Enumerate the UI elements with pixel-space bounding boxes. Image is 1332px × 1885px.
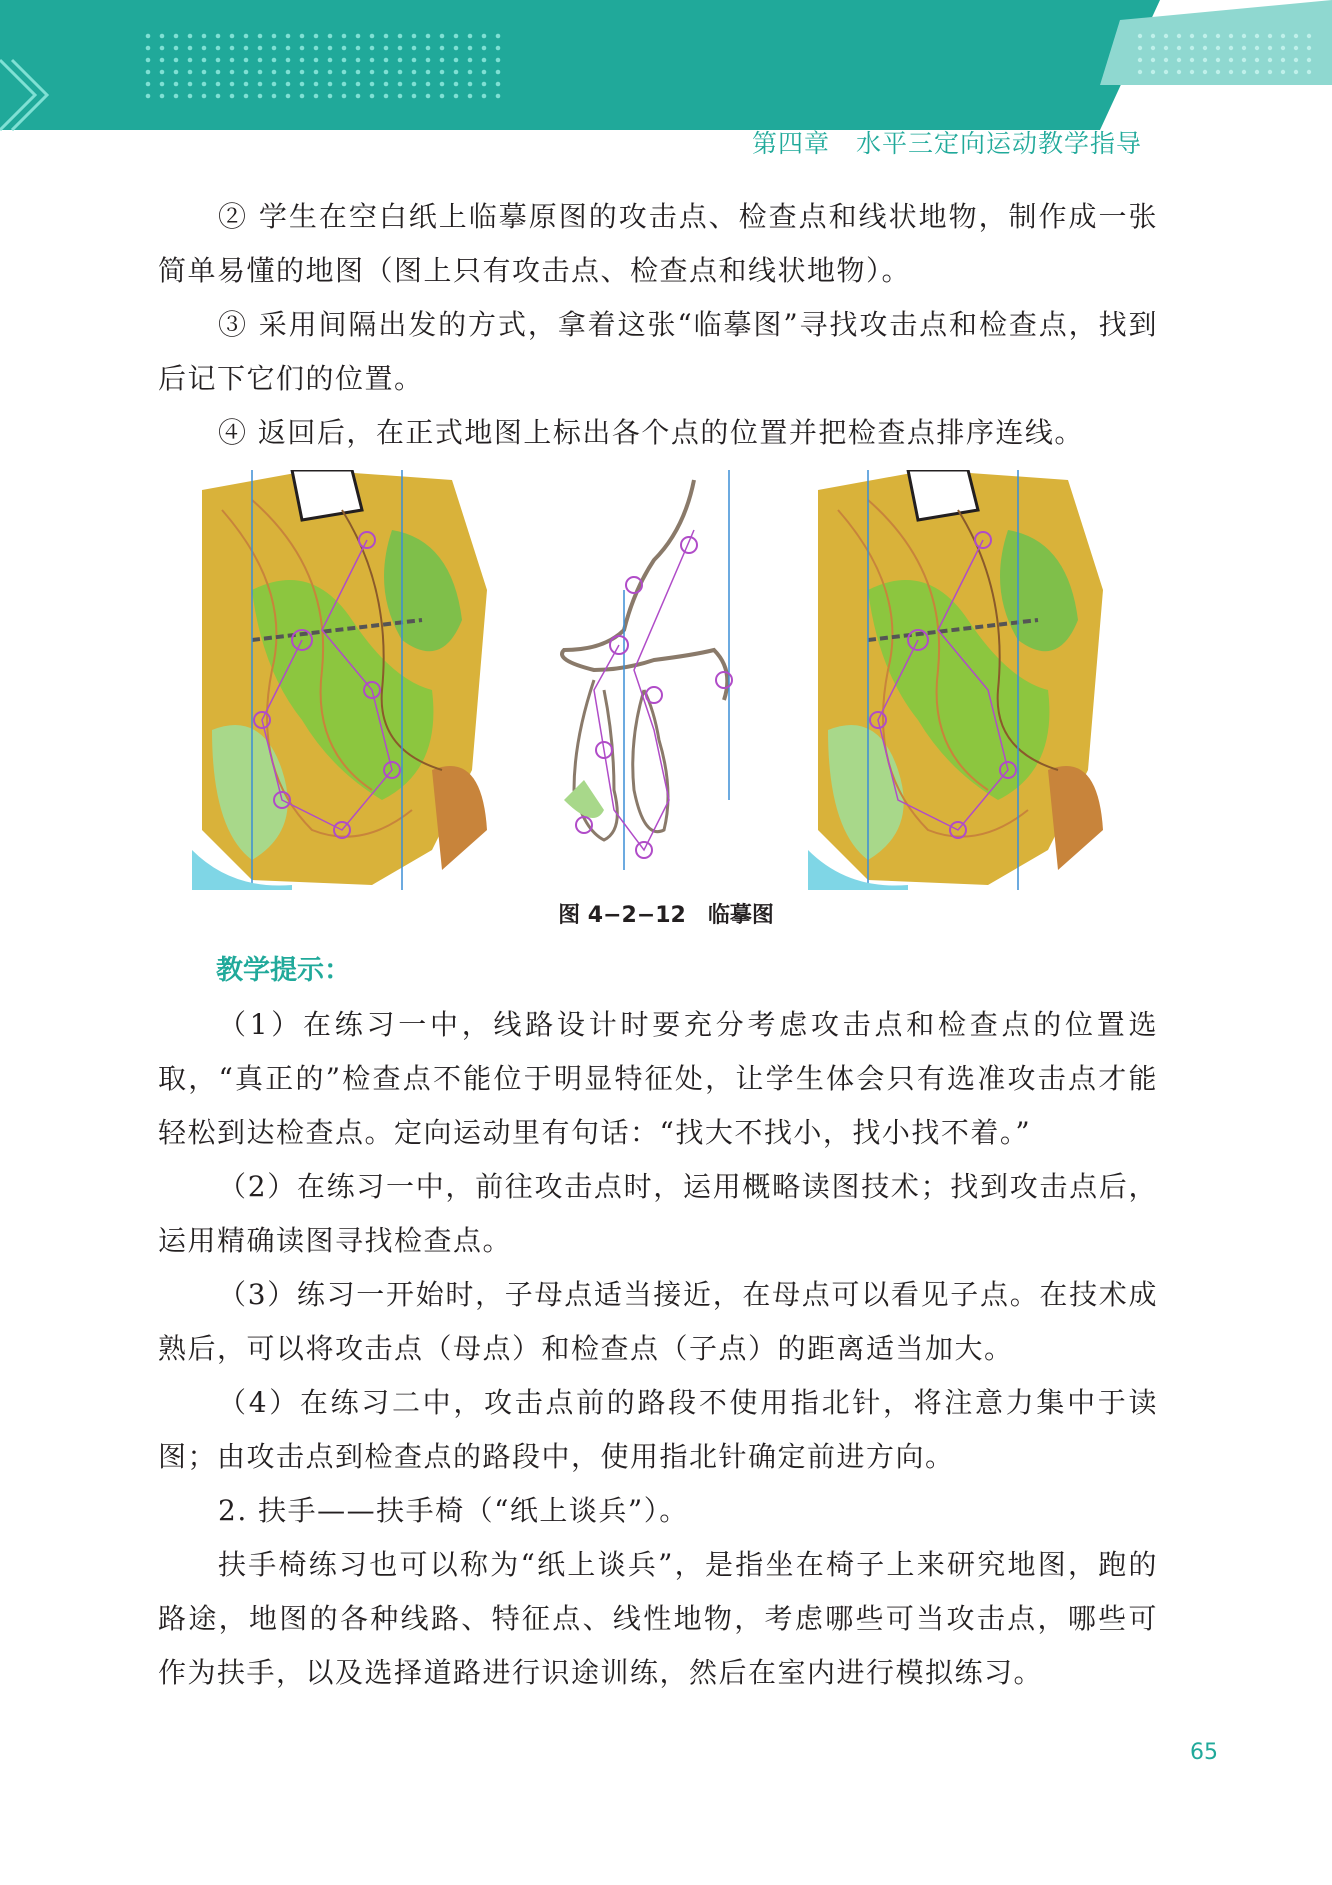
teaching-tip-2: （2）在练习一中，前往攻击点时，运用概略读图技术；找到攻击点后，运用精确读图寻找检查点。 (158, 1170, 1158, 1257)
figure-caption: 图 4−2−12 临摹图 (558, 903, 774, 928)
page-number: 65 (1190, 1740, 1218, 1765)
orienteering-map-original (192, 470, 494, 890)
teaching-tip-4: （4）在练习二中，攻击点前的路段不使用指北针，将注意力集中于读图；由攻击点到检查点的路段中，使用指北针确定前进方向。 (158, 1386, 1158, 1473)
orienteering-map-traced (534, 470, 774, 870)
section-2-body: 扶手椅练习也可以称为“纸上谈兵”，是指坐在椅子上来研究地图，跑的路途，地图的各种线路、特征点、线性地物，考虑哪些可当攻击点，哪些可作为扶手，以及选择道路进行识途训练，然后在室内进行模拟练习。 (158, 1548, 1158, 1689)
teaching-tips-heading: 教学提示： (216, 955, 351, 986)
orienteering-map-marked (808, 470, 1110, 890)
paragraph-step-3: ③ 采用间隔出发的方式，拿着这张“临摹图”寻找攻击点和检查点，找到后记下它们的位置。 (158, 308, 1158, 395)
paragraph-step-4: ④ 返回后，在正式地图上标出各个点的位置并把检查点排序连线。 (218, 416, 1084, 449)
header-banner (0, 0, 1332, 135)
section-2-title: 2. 扶手——扶手椅（“纸上谈兵”）。 (218, 1494, 689, 1527)
chapter-title: 第四章 水平三定向运动教学指导 (752, 129, 1143, 158)
teaching-tip-1: （1）在练习一中，线路设计时要充分考虑攻击点和检查点的位置选取，“真正的”检查点不能位于明显特征处，让学生体会只有选准攻击点才能轻松到达检查点。定向运动里有句话：“找大不找小，找小找不着。” (158, 1008, 1158, 1149)
teaching-tip-3: （3）练习一开始时，子母点适当接近，在母点可以看见子点。在技术成熟后，可以将攻击点（母点）和检查点（子点）的距离适当加大。 (158, 1278, 1158, 1365)
paragraph-step-2: ② 学生在空白纸上临摹原图的攻击点、检查点和线状地物，制作成一张简单易懂的地图（图上只有攻击点、检查点和线状地物）。 (158, 200, 1158, 287)
